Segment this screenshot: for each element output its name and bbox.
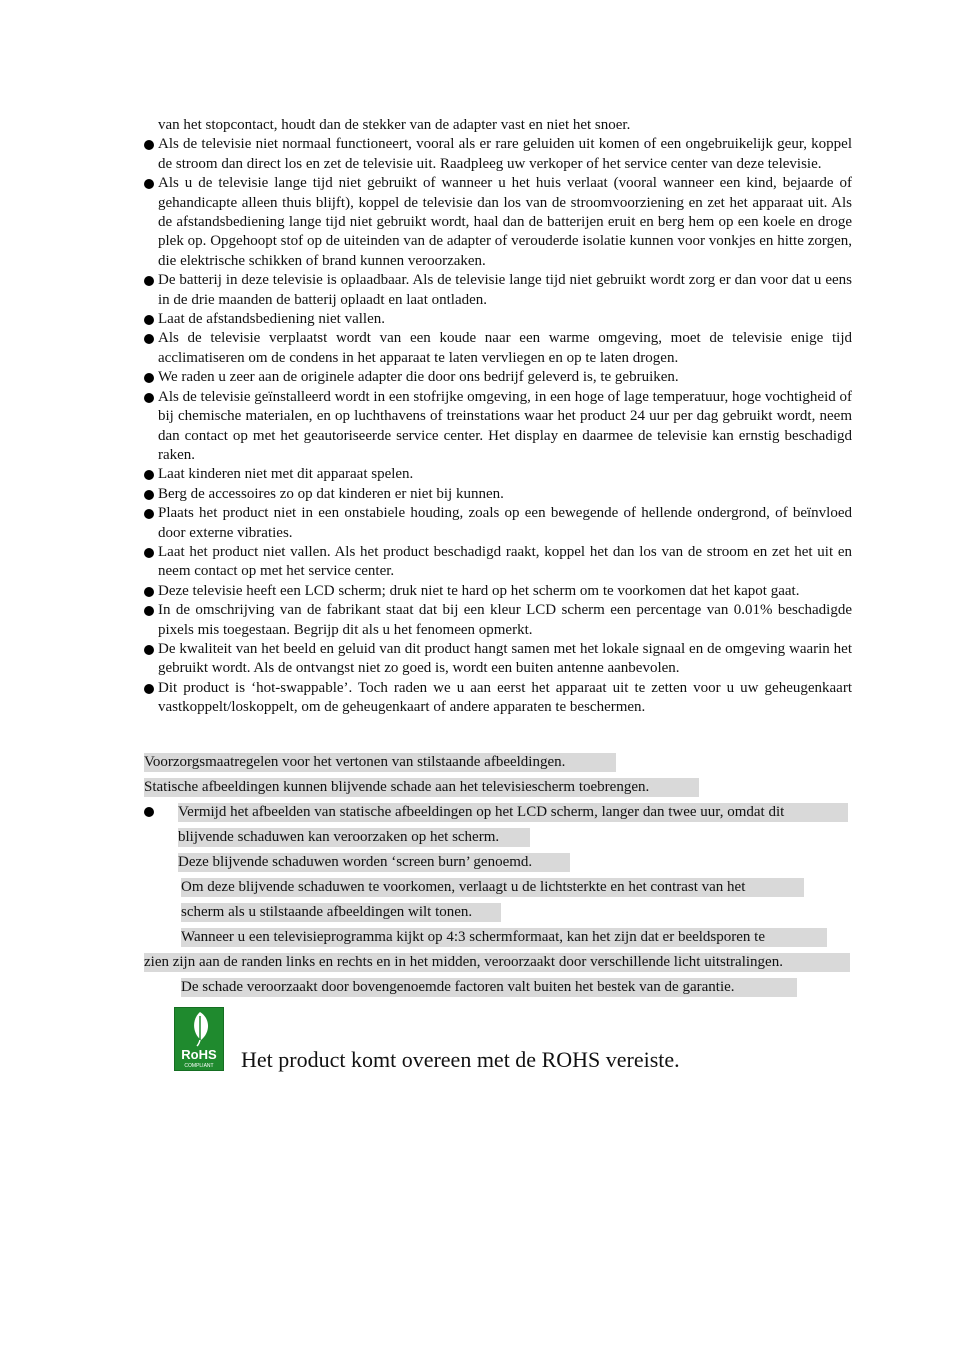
rohs-logo-subtext: COMPLIANT: [184, 1063, 214, 1069]
bullet-dot: [144, 276, 154, 286]
bullet-dot: [144, 684, 154, 694]
section-intro: Statische afbeeldingen kunnen blijvende schade aan het televisiescherm toebrengen.: [144, 778, 699, 797]
bullet-item: Berg de accessoires zo op dat kinderen er niet bij kunnen.: [144, 485, 852, 504]
bullet-dot: [144, 645, 154, 655]
bullet-dot: [144, 393, 154, 403]
bullet-dot: [144, 373, 154, 383]
bullet-dot: [144, 490, 154, 500]
bullet-dot: [144, 140, 154, 150]
bullet-dot: [144, 334, 154, 344]
bullet-item: Dit product is ‘hot-swappable’. Toch raden we u aan eerst het apparaat uit te zetten voor u uw geheugenkaart vastkoppelt/loskoppelt, om de geheugenkaart of andere apparaten te beschermen.: [144, 679, 852, 718]
bullet-item: We raden u zeer aan de originele adapter die door ons bedrijf geleverd is, te gebruiken.: [144, 368, 852, 387]
bullet-dot: [144, 509, 154, 519]
bullet-dot: [144, 315, 154, 325]
bullet-item: Deze televisie heeft een LCD scherm; druk niet te hard op het scherm om te voorkomen dat het kapot gaat.: [144, 582, 852, 601]
still-image-line-3b: scherm als u stilstaande afbeeldingen wilt tonen.: [181, 903, 501, 922]
bullet-item: De kwaliteit van het beeld en geluid van dit product hangt samen met het lokale signaal en de omgeving waarin het gebruikt wordt. Als de ontvangst niet zo goed is, wordt een buiten antenne aanbevolen.: [144, 640, 852, 679]
bullet-dot: [144, 587, 154, 597]
rohs-logo-text: RoHS: [181, 1047, 217, 1062]
continuation-text: van het stopcontact, houdt dan de stekker van de adapter vast en niet het snoer.: [158, 117, 631, 133]
bullet-dot: [144, 548, 154, 558]
section-heading: Voorzorgsmaatregelen voor het vertonen van stilstaande afbeeldingen.: [144, 753, 616, 772]
rohs-statement: Het product komt overeen met de ROHS vereiste.: [241, 1047, 680, 1072]
bullet-dot: [144, 606, 154, 616]
bullet-item: Als de televisie geïnstalleerd wordt in een stofrijke omgeving, in een hoge of lage temperatuur, hoge vochtigheid of bij chemische materialen, en op luchthavens of treinstations waar het product 24 uur per dag gebruikt wordt, neem dan contact op met het geautoriseerde service center. Het display en daarmee de televisie kan ernstig beschadigd raken.: [144, 388, 852, 466]
bullet-dot: [144, 807, 154, 817]
still-image-line-4b: zien zijn aan de randen links en rechts en in het midden, veroorzaakt door verschillende licht uitstralingen.: [144, 953, 850, 972]
bullet-item: Laat de afstandsbediening niet vallen.: [144, 310, 852, 329]
rohs-logo: [174, 1007, 224, 1071]
bullet-item: Plaats het product niet in een onstabiele houding, zoals op een bewegende of hellende ondergrond, of beïnvloed door externe vibraties.: [144, 504, 852, 543]
bullet-dot: [144, 179, 154, 189]
bullet-item: Als u de televisie lange tijd niet gebruikt of wanneer u het huis verlaat (vooral wanneer een kind, bejaarde of gehandicapte alleen thuis blijft), koppel de televisie dan los van de stroomvoorziening en zet het apparaat uit. Als de afstandsbediening lange tijd niet gebruikt wordt, haal dan de batterijen eruit en berg hem op een koele en droge plek op. Opgehoopt stof op de uiteinden van de adapter of verouderde isolatie kunnen voor vonkjes en hitte zorgen, die elektrische schikken of brand kunnen veroorzaken.: [144, 174, 852, 271]
bullet-item: Als de televisie niet normaal functioneert, vooral als er rare geluiden uit komen of een ongebruikelijk geur, koppel de stroom dan direct los en zet de televisie uit. Raadpleeg uw verkoper of het service center van deze televisie.: [144, 135, 852, 174]
bullet-item: De batterij in deze televisie is oplaadbaar. Als de televisie lange tijd niet gebruikt wordt zorg er dan voor dat u eens in de drie maanden de batterij oplaadt en laat ontladen.: [144, 271, 852, 310]
still-image-line-2: Deze blijvende schaduwen worden ‘screen burn’ genoemd.: [178, 853, 570, 872]
still-image-line-4a: Wanneer u een televisieprogramma kijkt op 4:3 schermformaat, kan het zijn dat er beeldsporen te: [181, 928, 827, 947]
bullet-dot: [144, 470, 154, 480]
still-image-line-5: De schade veroorzaakt door bovengenoemde factoren valt buiten het bestek van de garantie.: [181, 978, 797, 997]
safety-bullet-list: [144, 116, 852, 718]
leaf-icon: [175, 1008, 223, 1070]
still-image-line-3a: Om deze blijvende schaduwen te voorkomen, verlaagt u de lichtsterkte en het contrast van het: [181, 878, 804, 897]
bullet-item: Laat kinderen niet met dit apparaat spelen.: [144, 465, 852, 484]
bullet-item: In de omschrijving van de fabrikant staat dat bij een kleur LCD scherm een percentage van 0.01% beschadigde pixels mis toegestaan. Begrijp dit als u het fenomeen opmerkt.: [144, 601, 852, 640]
bullet-item: Laat het product niet vallen. Als het product beschadigd raakt, koppel het dan los van de stroom en zet het uit en neem contact op met het service center.: [144, 543, 852, 582]
still-image-line-1b: blijvende schaduwen kan veroorzaken op het scherm.: [178, 828, 530, 847]
bullet-item: Als de televisie verplaatst wordt van een koude naar een warme omgeving, moet de televisie enige tijd acclimatiseren om de condens in het apparaat te laten vervliegen en op te laten drogen.: [144, 329, 852, 368]
still-image-line-1a: Vermijd het afbeelden van statische afbeeldingen op het LCD scherm, langer dan twee uur, omdat dit: [178, 803, 848, 822]
